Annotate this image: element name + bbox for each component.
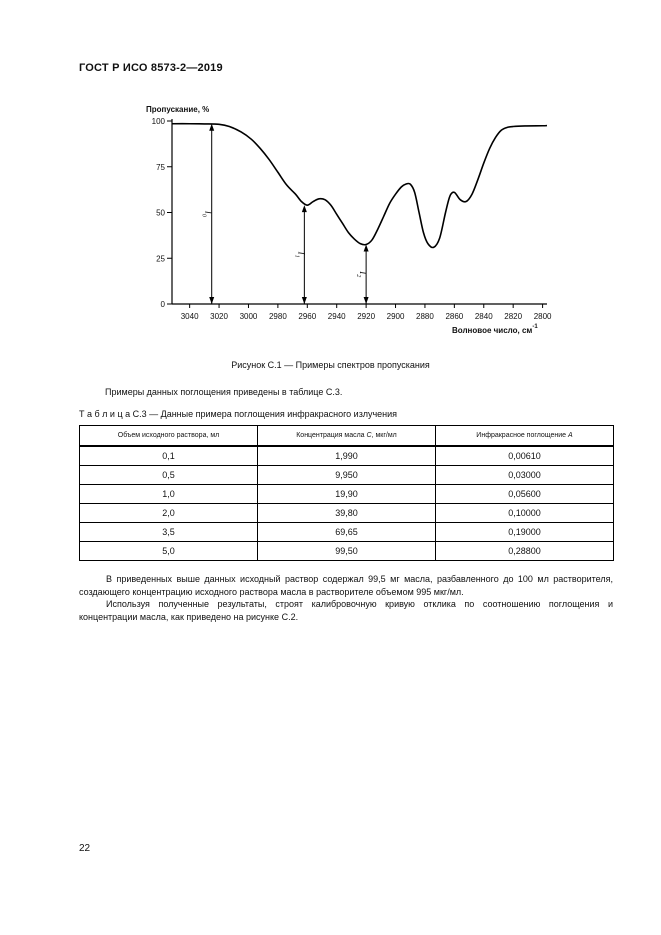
intro-paragraph: Примеры данных поглощения приведены в таблице С.3. bbox=[105, 387, 343, 397]
x-tick-label: 2920 bbox=[357, 312, 376, 321]
x-tick-label: 2800 bbox=[533, 312, 552, 321]
body-text bbox=[79, 573, 613, 623]
x-tick-label: 3020 bbox=[210, 312, 228, 321]
x-tick-label: 2980 bbox=[268, 312, 287, 321]
table-row bbox=[80, 466, 614, 485]
table-row bbox=[80, 485, 614, 504]
column-header-absorption-symbol: A bbox=[568, 432, 573, 439]
annotation-label-subscript: 0 bbox=[200, 213, 207, 217]
column-header-concentration bbox=[258, 426, 436, 447]
x-tick-label: 2940 bbox=[327, 312, 346, 321]
x-tick-label: 2900 bbox=[386, 312, 405, 321]
annotation-arrowhead-top bbox=[364, 245, 369, 252]
x-tick-label: 2860 bbox=[445, 312, 464, 321]
table-cell: 0,28800 bbox=[436, 542, 614, 561]
table-cell: 0,5 bbox=[80, 466, 258, 485]
table-cell: 3,5 bbox=[80, 523, 258, 542]
column-header-concentration-symbol: C bbox=[366, 432, 372, 439]
annotation-arrowhead-top bbox=[302, 205, 307, 212]
column-header-absorption-text: Инфракрасное поглощение bbox=[476, 432, 567, 439]
table-cell: 0,19000 bbox=[436, 523, 614, 542]
table-cell: 9,950 bbox=[258, 466, 436, 485]
table-cell: 99,50 bbox=[258, 542, 436, 561]
table-cell: 5,0 bbox=[80, 542, 258, 561]
table-caption: Т а б л и ц а С.3 — Данные примера поглощения инфракрасного излучения bbox=[79, 409, 398, 419]
annotation-arrowhead-bottom bbox=[209, 297, 214, 304]
column-header-absorption bbox=[436, 426, 614, 447]
x-axis-title-superscript: -1 bbox=[532, 324, 538, 330]
annotation-arrowhead-bottom bbox=[302, 297, 307, 304]
x-axis-title-text: Волновое число, см bbox=[452, 326, 533, 335]
y-tick-label: 0 bbox=[160, 300, 165, 309]
x-axis-title bbox=[452, 324, 538, 335]
table-cell: 19,90 bbox=[258, 485, 436, 504]
x-tick-label: 2820 bbox=[504, 312, 523, 321]
page-number: 22 bbox=[79, 843, 91, 854]
table-row bbox=[80, 542, 614, 561]
column-header-volume bbox=[80, 426, 258, 447]
table-cell: 39,80 bbox=[258, 504, 436, 523]
series-line-transmission bbox=[172, 124, 547, 248]
y-tick-label: 75 bbox=[156, 162, 165, 172]
annotation-label-subscript: 2 bbox=[355, 274, 362, 278]
annotation-label-main: I bbox=[203, 210, 214, 214]
table-row bbox=[80, 504, 614, 523]
x-tick-label: 2880 bbox=[416, 312, 434, 321]
y-axis-title: Пропускание, % bbox=[146, 105, 210, 114]
figure-caption: Рисунок С.1 — Примеры спектров пропускания bbox=[231, 360, 430, 370]
table-cell: 0,1 bbox=[80, 446, 258, 466]
column-header-volume-text: Объем исходного раствора, мл bbox=[117, 432, 220, 439]
transmission-spectrum-chart bbox=[0, 0, 661, 350]
absorption-data-table bbox=[79, 425, 614, 561]
y-tick-label: 25 bbox=[156, 254, 165, 264]
table-cell: 2,0 bbox=[80, 504, 258, 523]
table-row bbox=[80, 523, 614, 542]
table-cell: 1,990 bbox=[258, 446, 436, 466]
column-header-concentration-text: Концентрация масла bbox=[296, 432, 365, 439]
annotation-arrowhead-bottom bbox=[364, 297, 369, 304]
table-cell: 0,05600 bbox=[436, 485, 614, 504]
table-cell: 69,65 bbox=[258, 523, 436, 542]
x-tick-label: 2840 bbox=[474, 312, 493, 321]
table-row bbox=[80, 446, 614, 466]
annotation-label-subscript: 1 bbox=[293, 254, 300, 258]
y-tick-label: 100 bbox=[151, 117, 165, 126]
table-cell: 0,00610 bbox=[436, 446, 614, 466]
body-paragraph-1: В приведенных выше данных исходный раствор содержал 99,5 мг масла, разбавленного до 100 мл растворителя, создающего концентрацию исходного раствора масла в растворителе объемом 995 мкг/мл. bbox=[79, 574, 613, 597]
x-tick-label: 2960 bbox=[298, 312, 317, 321]
body-paragraph-2: Используя полученные результаты, строят калибровочную кривую отклика по соотношению поглощения и концентрации масла, как приведено на рисунке С.2. bbox=[79, 599, 613, 622]
annotation-label-main: I bbox=[358, 271, 369, 275]
column-header-concentration-unit: , мкг/мл bbox=[371, 432, 397, 439]
annotation-label-main: I bbox=[296, 251, 307, 255]
table-cell: 1,0 bbox=[80, 485, 258, 504]
y-tick-label: 50 bbox=[156, 208, 165, 218]
table-cell: 0,03000 bbox=[436, 466, 614, 485]
x-tick-label: 3000 bbox=[239, 312, 258, 321]
document-header: ГОСТ Р ИСО 8573-2—2019 bbox=[79, 62, 223, 74]
x-tick-label: 3040 bbox=[180, 312, 199, 321]
table-cell: 0,10000 bbox=[436, 504, 614, 523]
